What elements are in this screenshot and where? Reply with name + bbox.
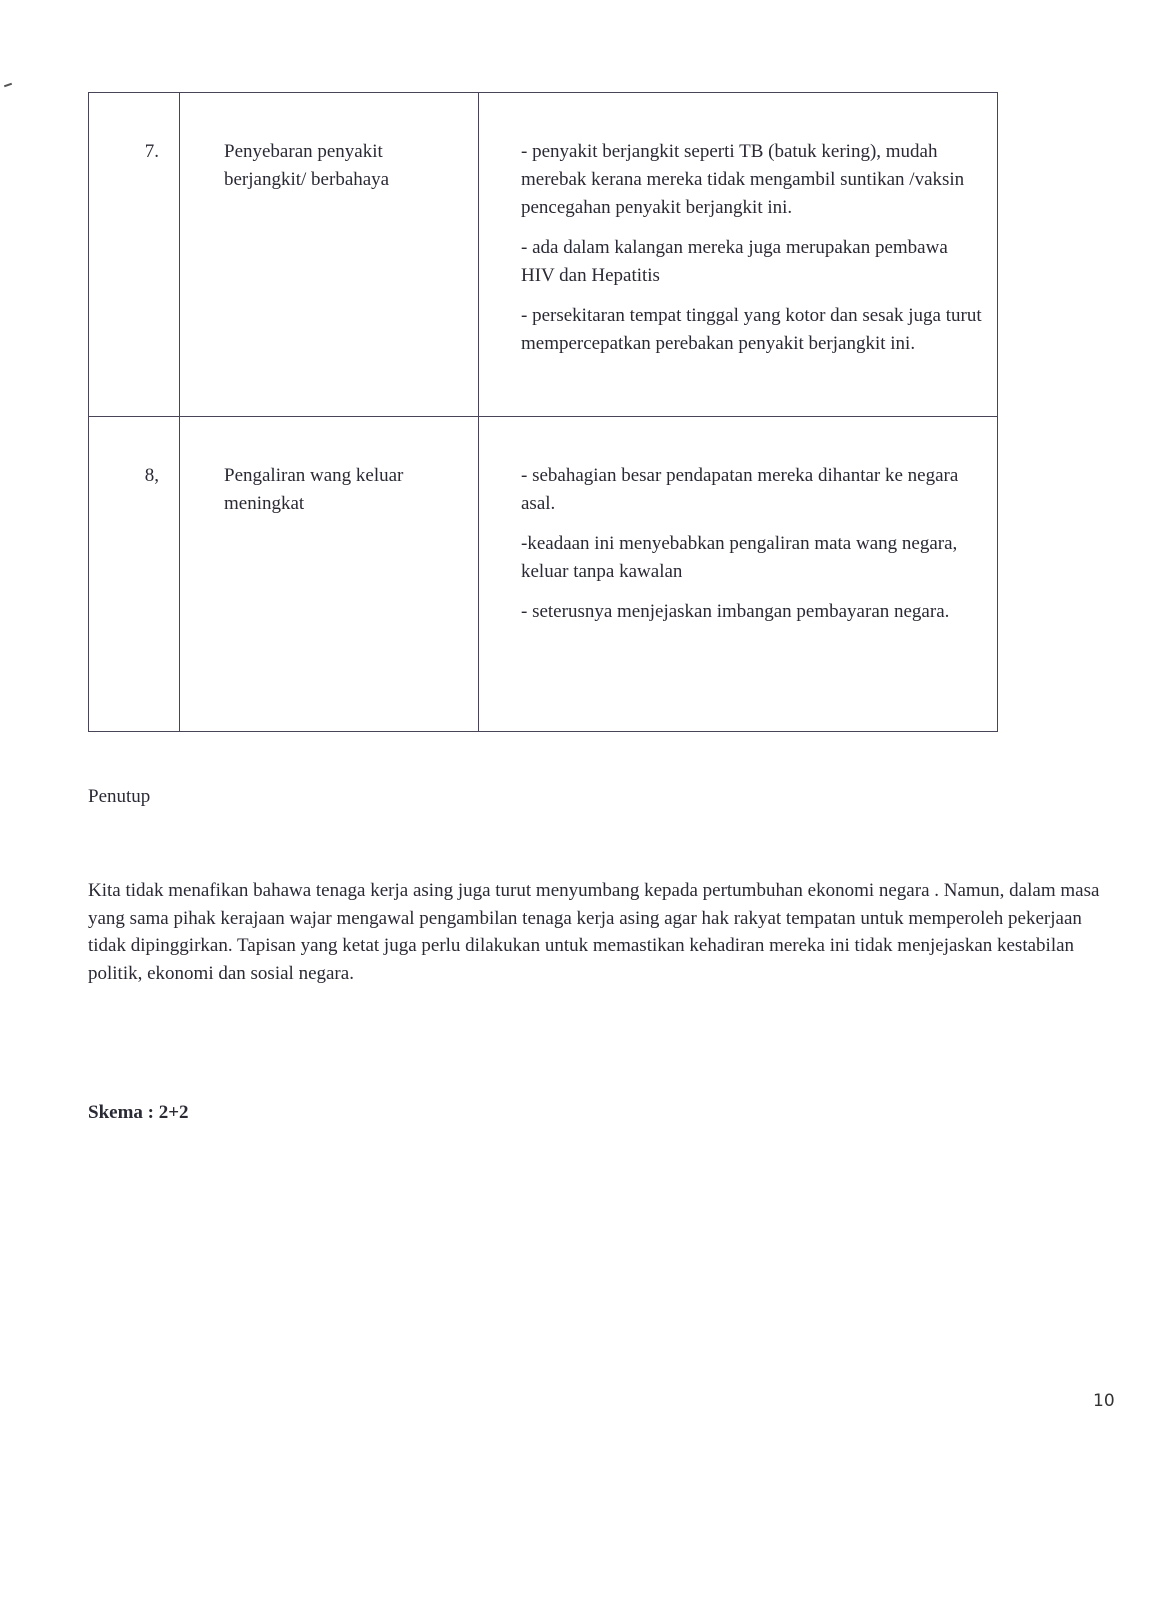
row-number-cell <box>89 93 180 417</box>
row-number: 7. <box>144 141 159 162</box>
marking-scheme: Skema : 2+2 <box>88 1102 189 1123</box>
page-number: 10 <box>1093 1391 1115 1411</box>
description-point: - penyakit berjangkit seperti TB (batuk kering), mudah merebak kerana mereka tidak mengambil suntikan /vaksin pencegahan penyakit berjangkit ini. <box>521 141 965 218</box>
scan-artifact <box>4 83 12 88</box>
description-point: - ada dalam kalangan mereka juga merupakan pembawa HIV dan Hepatitis <box>521 237 948 286</box>
description-point: - persekitaran tempat tinggal yang kotor dan sesak juga turut mempercepatkan perebakan penyakit berjangkit ini. <box>521 305 982 354</box>
row-number-cell <box>89 417 180 732</box>
row-topic: Pengaliran wang keluar meningkat <box>224 465 404 514</box>
description-cell <box>479 417 998 732</box>
row-topic: Penyebaran penyakit berjangkit/ berbahaya <box>224 141 390 190</box>
content-table <box>88 92 998 732</box>
description-point: - seterusnya menjejaskan imbangan pembayaran negara. <box>521 601 950 622</box>
closing-heading: Penutup <box>88 786 151 807</box>
description-point: - sebahagian besar pendapatan mereka dihantar ke negara asal. <box>521 465 959 514</box>
topic-cell <box>180 417 479 732</box>
topic-cell <box>180 93 479 417</box>
description-cell <box>479 93 998 417</box>
description-point: -keadaan ini menyebabkan pengaliran mata wang negara, keluar tanpa kawalan <box>521 533 958 582</box>
closing-paragraph: Kita tidak menafikan bahawa tenaga kerja asing juga turut menyumbang kepada pertumbuhan ekonomi negara . Namun, dalam masa yang sama pihak kerajaan wajar mengawal pengambilan tenaga kerja asing agar hak rakyat tempatan untuk memperoleh pekerjaan tidak dipinggirkan. Tapisan yang ketat juga perlu dilakukan untuk memastikan kehadiran mereka ini tidak menjejaskan kestabilan politik, ekonomi dan sosial negara. <box>88 880 1100 984</box>
row-number: 8, <box>144 465 159 486</box>
table-row <box>89 417 998 732</box>
table-row <box>89 93 998 417</box>
